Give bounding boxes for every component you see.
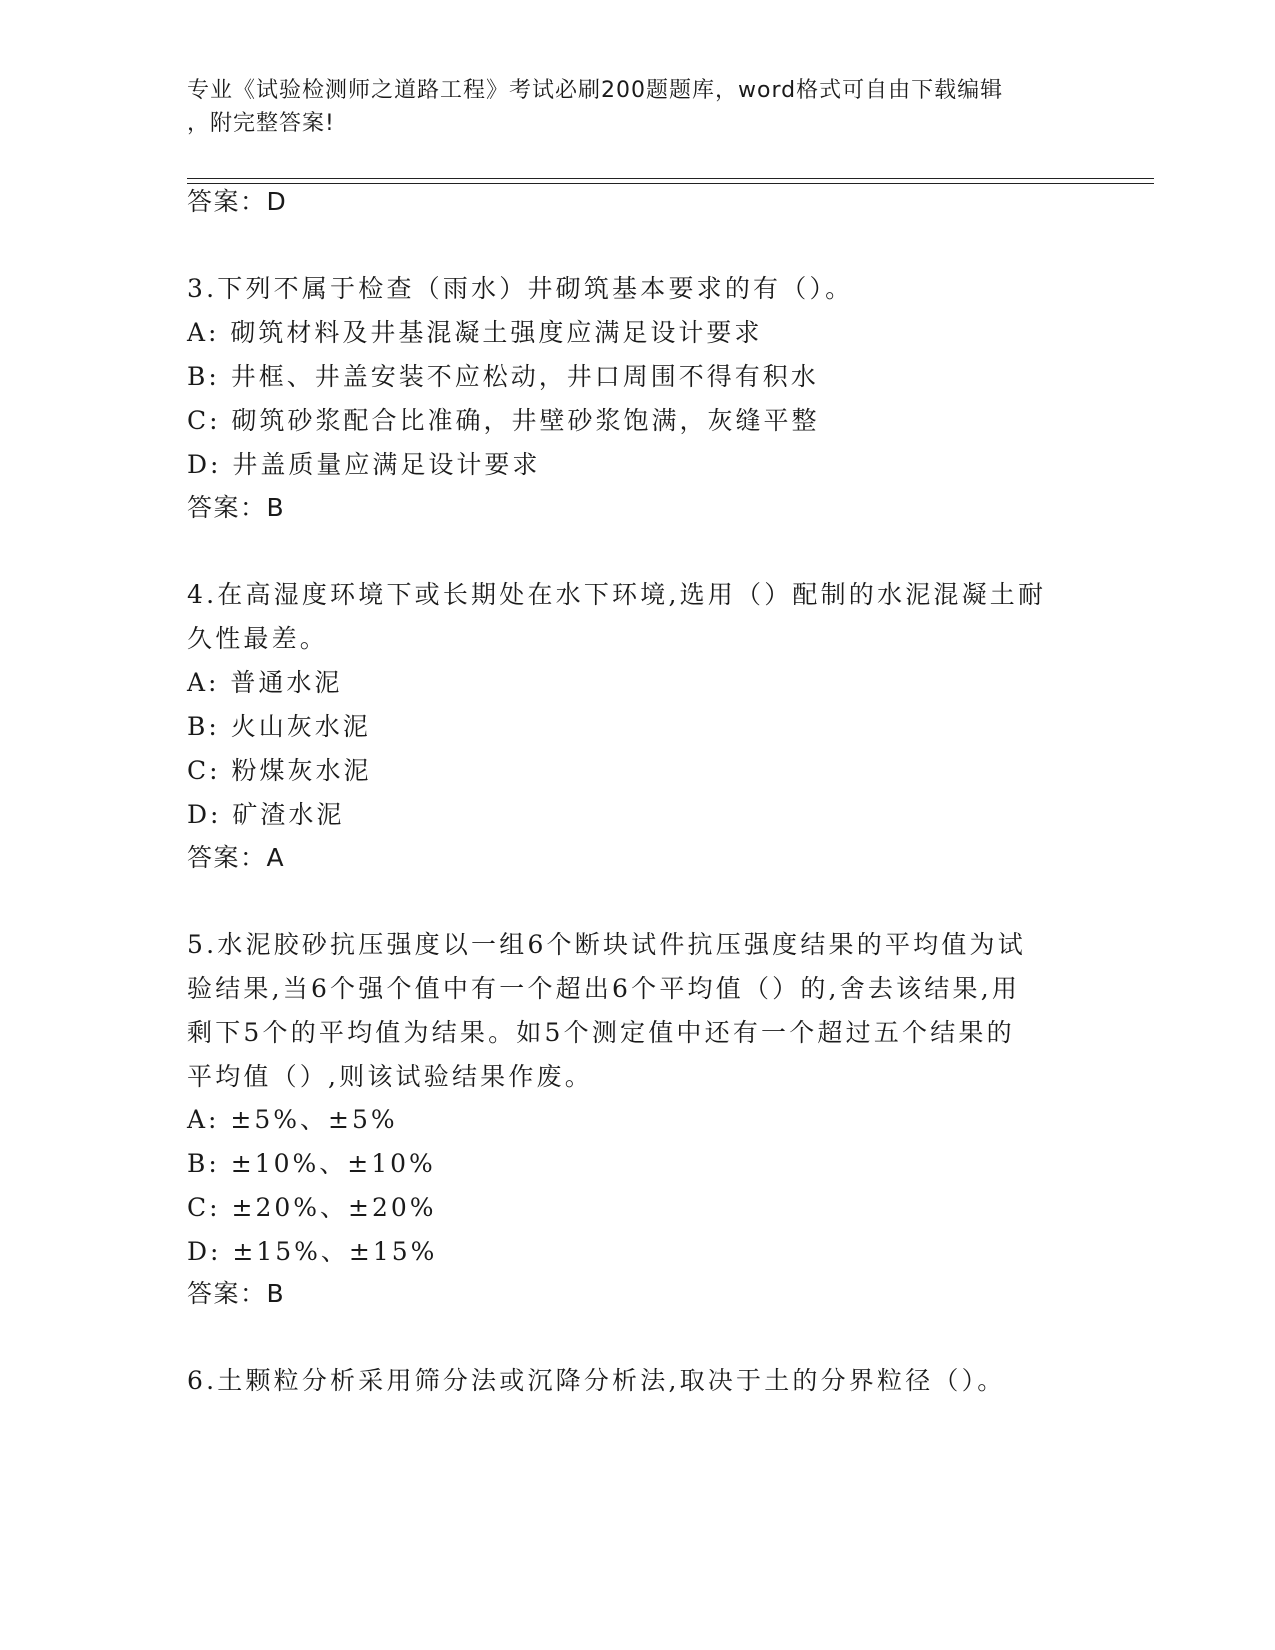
question-5-option-c: C: ±20%、±20% xyxy=(187,1193,437,1222)
header-line-2: ，附完整答案! xyxy=(187,111,335,136)
document-header xyxy=(187,74,1087,140)
question-3-option-d: D: 井盖质量应满足设计要求 xyxy=(187,450,541,479)
question-5-option-d: D: ±15%、±15% xyxy=(187,1237,438,1266)
question-4-option-c: C: 粉煤灰水泥 xyxy=(187,756,372,785)
question-3-stem: 3.下列不属于检查（雨水）井砌筑基本要求的有（）。 xyxy=(187,274,854,303)
question-5-stem-line-1: 5.水泥胶砂抗压强度以一组6个断块试件抗压强度结果的平均值为试 xyxy=(187,930,1026,959)
question-5-stem-line-4: 平均值（）,则该试验结果作废。 xyxy=(187,1062,593,1091)
question-5-stem-line-3: 剩下5个的平均值为结果。如5个测定值中还有一个超过五个结果的 xyxy=(187,1018,1015,1047)
answer-q2: 答案：D xyxy=(187,187,288,216)
question-4-stem-line-1: 4.在高湿度环境下或长期处在水下环境,选用（）配制的水泥混凝土耐 xyxy=(187,580,1047,609)
question-4-stem-line-2: 久性最差。 xyxy=(187,624,329,653)
question-4-option-b: B: 火山灰水泥 xyxy=(187,712,371,741)
question-4-option-a: A: 普通水泥 xyxy=(187,668,343,697)
answer-q4: 答案：A xyxy=(187,843,286,872)
header-divider-bottom xyxy=(187,183,1154,184)
question-3-option-c: C: 砌筑砂浆配合比准确，井壁砂浆饱满，灰缝平整 xyxy=(187,406,820,435)
answer-q5: 答案：B xyxy=(187,1279,286,1308)
question-5-option-a: A: ±5%、±5% xyxy=(187,1105,398,1134)
question-4-option-d: D: 矿渣水泥 xyxy=(187,800,345,829)
question-5-stem-line-2: 验结果,当6个强个值中有一个超出6个平均值（）的,舍去该结果,用 xyxy=(187,974,1021,1003)
question-5-option-b: B: ±10%、±10% xyxy=(187,1149,436,1178)
header-divider-top xyxy=(187,178,1154,179)
question-3-option-b: B: 井框、井盖安装不应松动，井口周围不得有积水 xyxy=(187,362,819,391)
question-3-option-a: A: 砌筑材料及井基混凝土强度应满足设计要求 xyxy=(187,318,763,347)
answer-q3: 答案：B xyxy=(187,493,286,522)
question-6-stem: 6.土颗粒分析采用筛分法或沉降分析法,取决于土的分界粒径（）。 xyxy=(187,1366,1006,1395)
header-line-1: 专业《试验检测师之道路工程》考试必刷200题题库，word格式可自由下载编辑 xyxy=(187,78,1004,103)
